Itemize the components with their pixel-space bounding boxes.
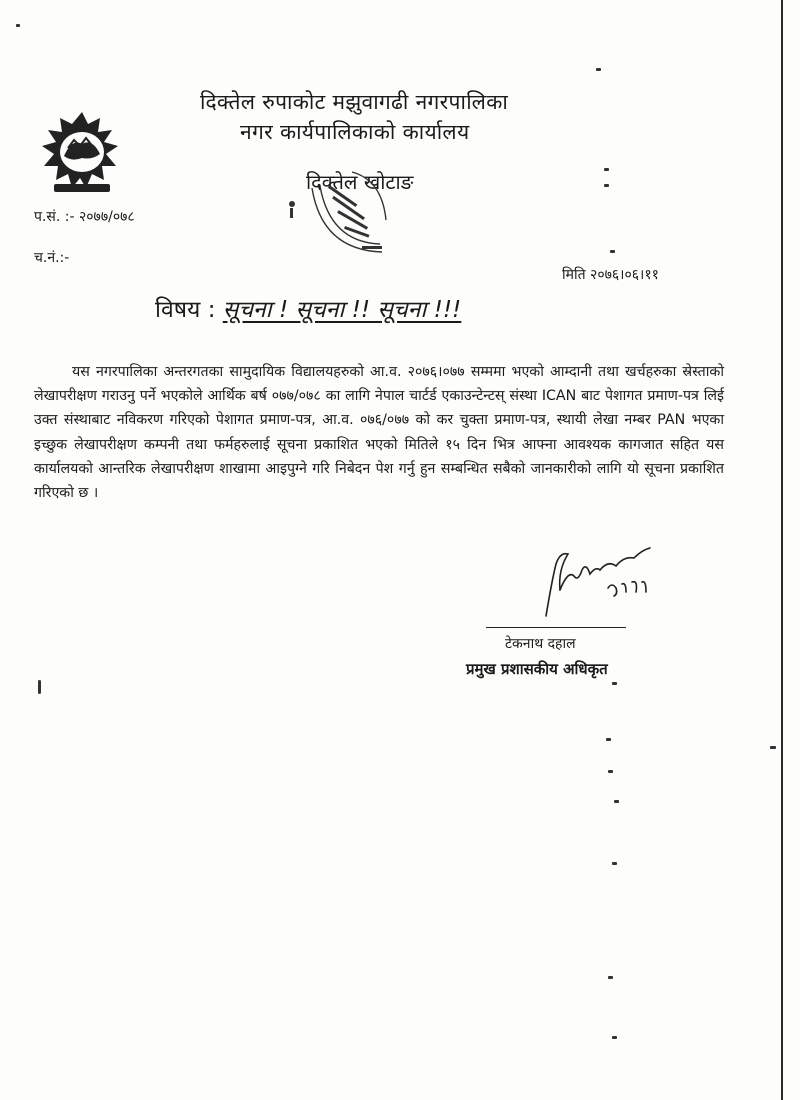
office-location: दिक्तेल खोटाङ — [306, 170, 414, 194]
municipality-name: दिक्तेल रुपाकोट मझुवागढी नगरपालिका — [200, 90, 509, 114]
scan-speck — [612, 862, 617, 865]
office-seal-icon — [282, 160, 412, 270]
document-date: मिति २०७६।०६।११ — [562, 267, 659, 283]
scan-speck — [608, 976, 613, 979]
signatory-name: टेकनाथ दहाल — [505, 636, 576, 652]
signatory-title: प्रमुख प्रशासकीय अधिकृत — [466, 660, 608, 678]
scan-speck — [604, 184, 609, 187]
government-emblem-icon — [34, 108, 130, 198]
subject-label: विषय : — [155, 297, 216, 323]
subject-text: सूचना ! सूचना !! सूचना !!! — [222, 297, 462, 323]
scan-speck — [612, 1036, 617, 1039]
scan-speck — [612, 682, 617, 685]
scan-speck — [604, 168, 609, 171]
dispatch-number: च.नं.:- — [34, 250, 70, 266]
notice-body: यस नगरपालिका अन्तरगतका सामुदायिक विद्यालयहरुको आ.व. २०७६।०७७ सम्ममा भएको आम्दानी तथा खर्चहरुका स्रेस्ताको लेखापरीक्षण गराउनु पर्ने भएकोले आर्थिक बर्ष ०७७/०७८ का लागि नेपाल चार्टर्ड एकाउन्टेन्टस् संस्था ICAN बाट पेशागत प्रमाण-पत्र लिई उक्त संस्थाबाट नविकरण गरिएको पेशागत प्रमाण-पत्र, आ.व. ०७६/०७७ को कर चुक्ता प्रमाण-पत्र, स्थायी लेखा नम्बर PAN भएका इच्छुक लेखापरीक्षण कम्पनी तथा फर्महरुलाई सूचना प्रकाशित भएको मितिले १५ दिन भित्र आफ्ना आवश्यक कागजात सहित यस कार्यालयको आन्तरिक लेखापरीक्षण शाखामा आइपुग्ने गरि निबेदन पेश गर्नु हुन सम्बन्धित सबैको जानकारीको लागि यो सूचना प्रकाशित गरिएको छ । — [34, 364, 724, 502]
scan-speck — [16, 24, 20, 27]
office-name: नगर कार्यपालिकाको कार्यालय — [240, 120, 470, 144]
scan-speck — [606, 738, 611, 741]
subject-line — [155, 292, 461, 324]
reference-number: प.सं. :- २०७७/०७८ — [34, 209, 135, 225]
scan-speck — [614, 800, 619, 803]
scan-speck — [38, 680, 41, 694]
page-edge-line — [781, 0, 783, 1100]
scan-speck — [608, 770, 613, 773]
signature-line — [486, 627, 626, 628]
scan-speck — [596, 68, 601, 71]
signature-icon — [538, 540, 658, 620]
scan-speck — [610, 250, 615, 253]
scan-speck — [770, 746, 776, 749]
